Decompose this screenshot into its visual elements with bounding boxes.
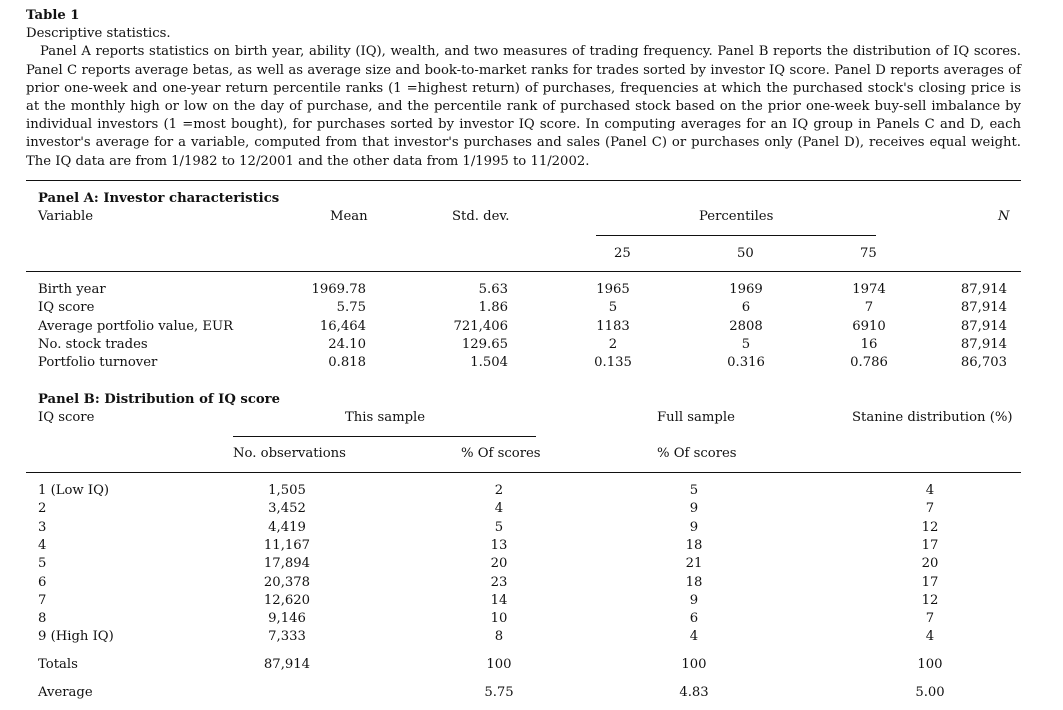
- panel-a-cell-std: 1.86: [478, 300, 508, 316]
- panel-a-header-std: Std. dev.: [452, 209, 510, 224]
- panel-a-cell-p50: 6: [741, 300, 751, 316]
- panel-b-cell-pct: 4: [494, 501, 504, 517]
- table-caption: [26, 7, 1021, 171]
- panel-b-cell-full: 9: [689, 501, 699, 517]
- panel-a-cell-p50: 0.316: [727, 355, 765, 371]
- panel-b-cell-iq: 3: [38, 519, 47, 535]
- panel-b-cell-stanine: 7: [925, 611, 935, 627]
- panel-b-cell-iq: 4: [38, 537, 47, 553]
- panel-a-cell-p75: 0.786: [850, 355, 888, 371]
- panel-b-header-rule: [26, 472, 1021, 473]
- panel-b-cell-obs: 11,167: [263, 537, 311, 553]
- table-title: Table 1: [26, 8, 80, 23]
- panel-a-cell-variable: Average portfolio value, EUR: [38, 318, 234, 334]
- panel-a-header-p75: 75: [860, 246, 877, 261]
- panel-b-cell-full: 5: [689, 483, 699, 498]
- panel-a-cell-n: 87,914: [960, 300, 1007, 316]
- panel-a-header-p25: 25: [614, 246, 631, 261]
- panel-b-cell-stanine: 17: [921, 574, 939, 590]
- panel-b-cell-full: 18: [685, 574, 703, 590]
- panel-a-cell-p50: 1969: [729, 282, 763, 297]
- panel-b-cell-pct: 14: [490, 592, 508, 608]
- this-sample-rule: [233, 436, 536, 437]
- panel-a-cell-mean: 0.818: [328, 355, 366, 371]
- panel-b-cell-stanine: 12: [921, 519, 939, 535]
- panel-a-cell-p25: 0.135: [594, 355, 632, 371]
- panel-a-cell-variable: IQ score: [38, 300, 95, 316]
- panel-a-header-mean: Mean: [330, 209, 368, 224]
- panel-b-cell-pct: 5: [494, 519, 504, 535]
- panel-a-cell-variable: Birth year: [38, 282, 106, 297]
- panel-b-header-full-sample: Full sample: [657, 410, 735, 425]
- panel-b-cell-pct: 20: [490, 556, 508, 572]
- panel-b-totals-obs: 87,914: [263, 657, 311, 672]
- panel-b-cell-iq: 1 (Low IQ): [38, 483, 110, 498]
- panel-b-cell-full: 4: [689, 629, 699, 645]
- panel-a-cell-mean: 16,464: [319, 318, 366, 334]
- panel-a-cell-mean: 24.10: [328, 336, 366, 352]
- panel-b-cell-pct: 10: [490, 611, 508, 627]
- panel-a-cell-mean: 5.75: [336, 300, 366, 316]
- panel-a-header-percentiles: Percentiles: [699, 209, 774, 224]
- panel-a-header-n: N: [998, 209, 1010, 224]
- panel-b-cell-iq: 2: [38, 501, 47, 517]
- panel-b-header-obs: No. observations: [233, 446, 346, 461]
- panel-b-cell-full: 18: [685, 537, 703, 553]
- panel-a-title: Panel A: Investor characteristics: [38, 191, 280, 206]
- panel-b-average-label: Average: [38, 685, 93, 700]
- panel-a-cell-p25: 1965: [596, 282, 630, 297]
- panel-a-cell-n: 87,914: [960, 318, 1007, 334]
- panel-b-cell-obs: 3,452: [268, 501, 306, 517]
- panel-a-header-p50: 50: [737, 246, 754, 261]
- panel-b-cell-full: 9: [689, 519, 699, 535]
- panel-b-cell-stanine: 4: [925, 629, 935, 645]
- panel-a-cell-p75: 6910: [852, 318, 886, 334]
- panel-b-totals-full: 100: [681, 657, 707, 672]
- panel-b-cell-stanine: 12: [921, 592, 939, 608]
- panel-b-header-iq: IQ score: [38, 410, 95, 425]
- panel-a-cell-variable: Portfolio turnover: [38, 355, 158, 371]
- panel-b-cell-pct: 23: [490, 574, 508, 590]
- panel-a-cell-n: 87,914: [960, 336, 1007, 352]
- panel-a-cell-std: 1.504: [470, 355, 508, 371]
- panel-b-header-this-sample: This sample: [345, 410, 426, 425]
- panel-b-cell-full: 9: [689, 592, 699, 608]
- caption-paragraph: Panel A reports statistics on birth year, ability (IQ), wealth, and two measures of trading frequency. Panel B reports the distribution of IQ scores. Panel C reports average betas, as well as average size and book-to-market ranks for trades sorted by investor IQ score. Panel D reports averages of prior one-week and one-year return percentile ranks (1 =highest return) of purchases, frequencies at which the purchased stock's closing price is at the monthly high or low on the day of purchase, and the percentile rank of purchased stock based on the prior one-week buy-sell imbalance by individual investors (1 =most bought), for purchases sorted by investor IQ score. In computing averages for an IQ group in Panels C and D, each investor's average for a variable, computed from that investor's purchases and sales (Panel C) or purchases only (Panel D), receives equal weight. The IQ data are from 1/1982 to 12/2001 and the other data from 1/1995 to 11/2002.: [26, 44, 1021, 169]
- panel-a-header-variable: Variable: [38, 209, 94, 224]
- panel-a-cell-p25: 2: [608, 336, 618, 352]
- panel-a-cell-p25: 5: [608, 300, 618, 316]
- panel-b-cell-iq: 6: [38, 574, 47, 590]
- panel-a-cell-p75: 7: [864, 300, 874, 316]
- panel-b-cell-pct: 13: [490, 537, 508, 553]
- panel-b-cell-obs: 17,894: [263, 556, 311, 572]
- panel-a-cell-p75: 1974: [852, 282, 886, 297]
- panel-b-cell-obs: 12,620: [263, 592, 311, 608]
- panel-b-cell-iq: 9 (High IQ): [38, 629, 114, 645]
- panel-b-totals-stanine: 100: [917, 657, 943, 672]
- panel-b-cell-pct: 2: [494, 483, 504, 498]
- panel-b-average-pct: 5.75: [484, 685, 514, 700]
- panel-b-cell-stanine: 7: [925, 501, 935, 517]
- panel-b-cell-obs: 7,333: [268, 629, 306, 645]
- panel-a-cell-mean: 1969.78: [311, 282, 366, 297]
- panel-b-cell-stanine: 17: [921, 537, 939, 553]
- table-subtitle: Descriptive statistics.: [26, 26, 171, 42]
- panel-b-cell-stanine: 4: [925, 483, 935, 498]
- panel-b-cell-obs: 4,419: [268, 519, 306, 535]
- panel-a-cell-p25: 1183: [596, 318, 630, 334]
- panel-b-cell-full: 21: [685, 556, 703, 572]
- panel-b-cell-obs: 9,146: [268, 611, 306, 627]
- panel-a-cell-p75: 16: [860, 336, 878, 352]
- panel-b-header-pct-full: % Of scores: [657, 446, 737, 461]
- panel-a-cell-std: 129.65: [461, 336, 508, 352]
- panel-a-cell-variable: No. stock trades: [38, 336, 148, 352]
- panel-b-cell-pct: 8: [494, 629, 504, 645]
- panel-a-cell-p50: 5: [741, 336, 751, 352]
- panel-a-cell-p50: 2808: [729, 318, 763, 334]
- panel-b-cell-full: 6: [689, 611, 699, 627]
- panel-a-cell-std: 5.63: [478, 282, 508, 297]
- top-rule: [26, 180, 1021, 181]
- panel-b-average-full: 4.83: [679, 685, 709, 700]
- panel-a-cell-n: 87,914: [960, 282, 1007, 297]
- panel-a-header-rule: [26, 271, 1021, 272]
- panel-b-average-stanine: 5.00: [915, 685, 945, 700]
- panel-b-cell-iq: 5: [38, 556, 47, 572]
- panel-b-cell-iq: 8: [38, 611, 47, 627]
- panel-b-totals-pct: 100: [486, 657, 512, 672]
- panel-a-cell-n: 86,703: [960, 355, 1007, 371]
- panel-b-cell-iq: 7: [38, 592, 47, 608]
- panel-a-cell-std: 721,406: [453, 318, 508, 334]
- panel-b-totals-label: Totals: [38, 657, 78, 672]
- panel-b-header-pct-this: % Of scores: [461, 446, 541, 461]
- panel-b-cell-stanine: 20: [921, 556, 939, 572]
- panel-b-cell-obs: 1,505: [268, 483, 306, 498]
- panel-b-title: Panel B: Distribution of IQ score: [38, 392, 280, 407]
- percentiles-rule: [596, 235, 876, 236]
- panel-b-header-stanine: Stanine distribution (%): [852, 410, 1013, 425]
- panel-b-cell-obs: 20,378: [263, 574, 311, 590]
